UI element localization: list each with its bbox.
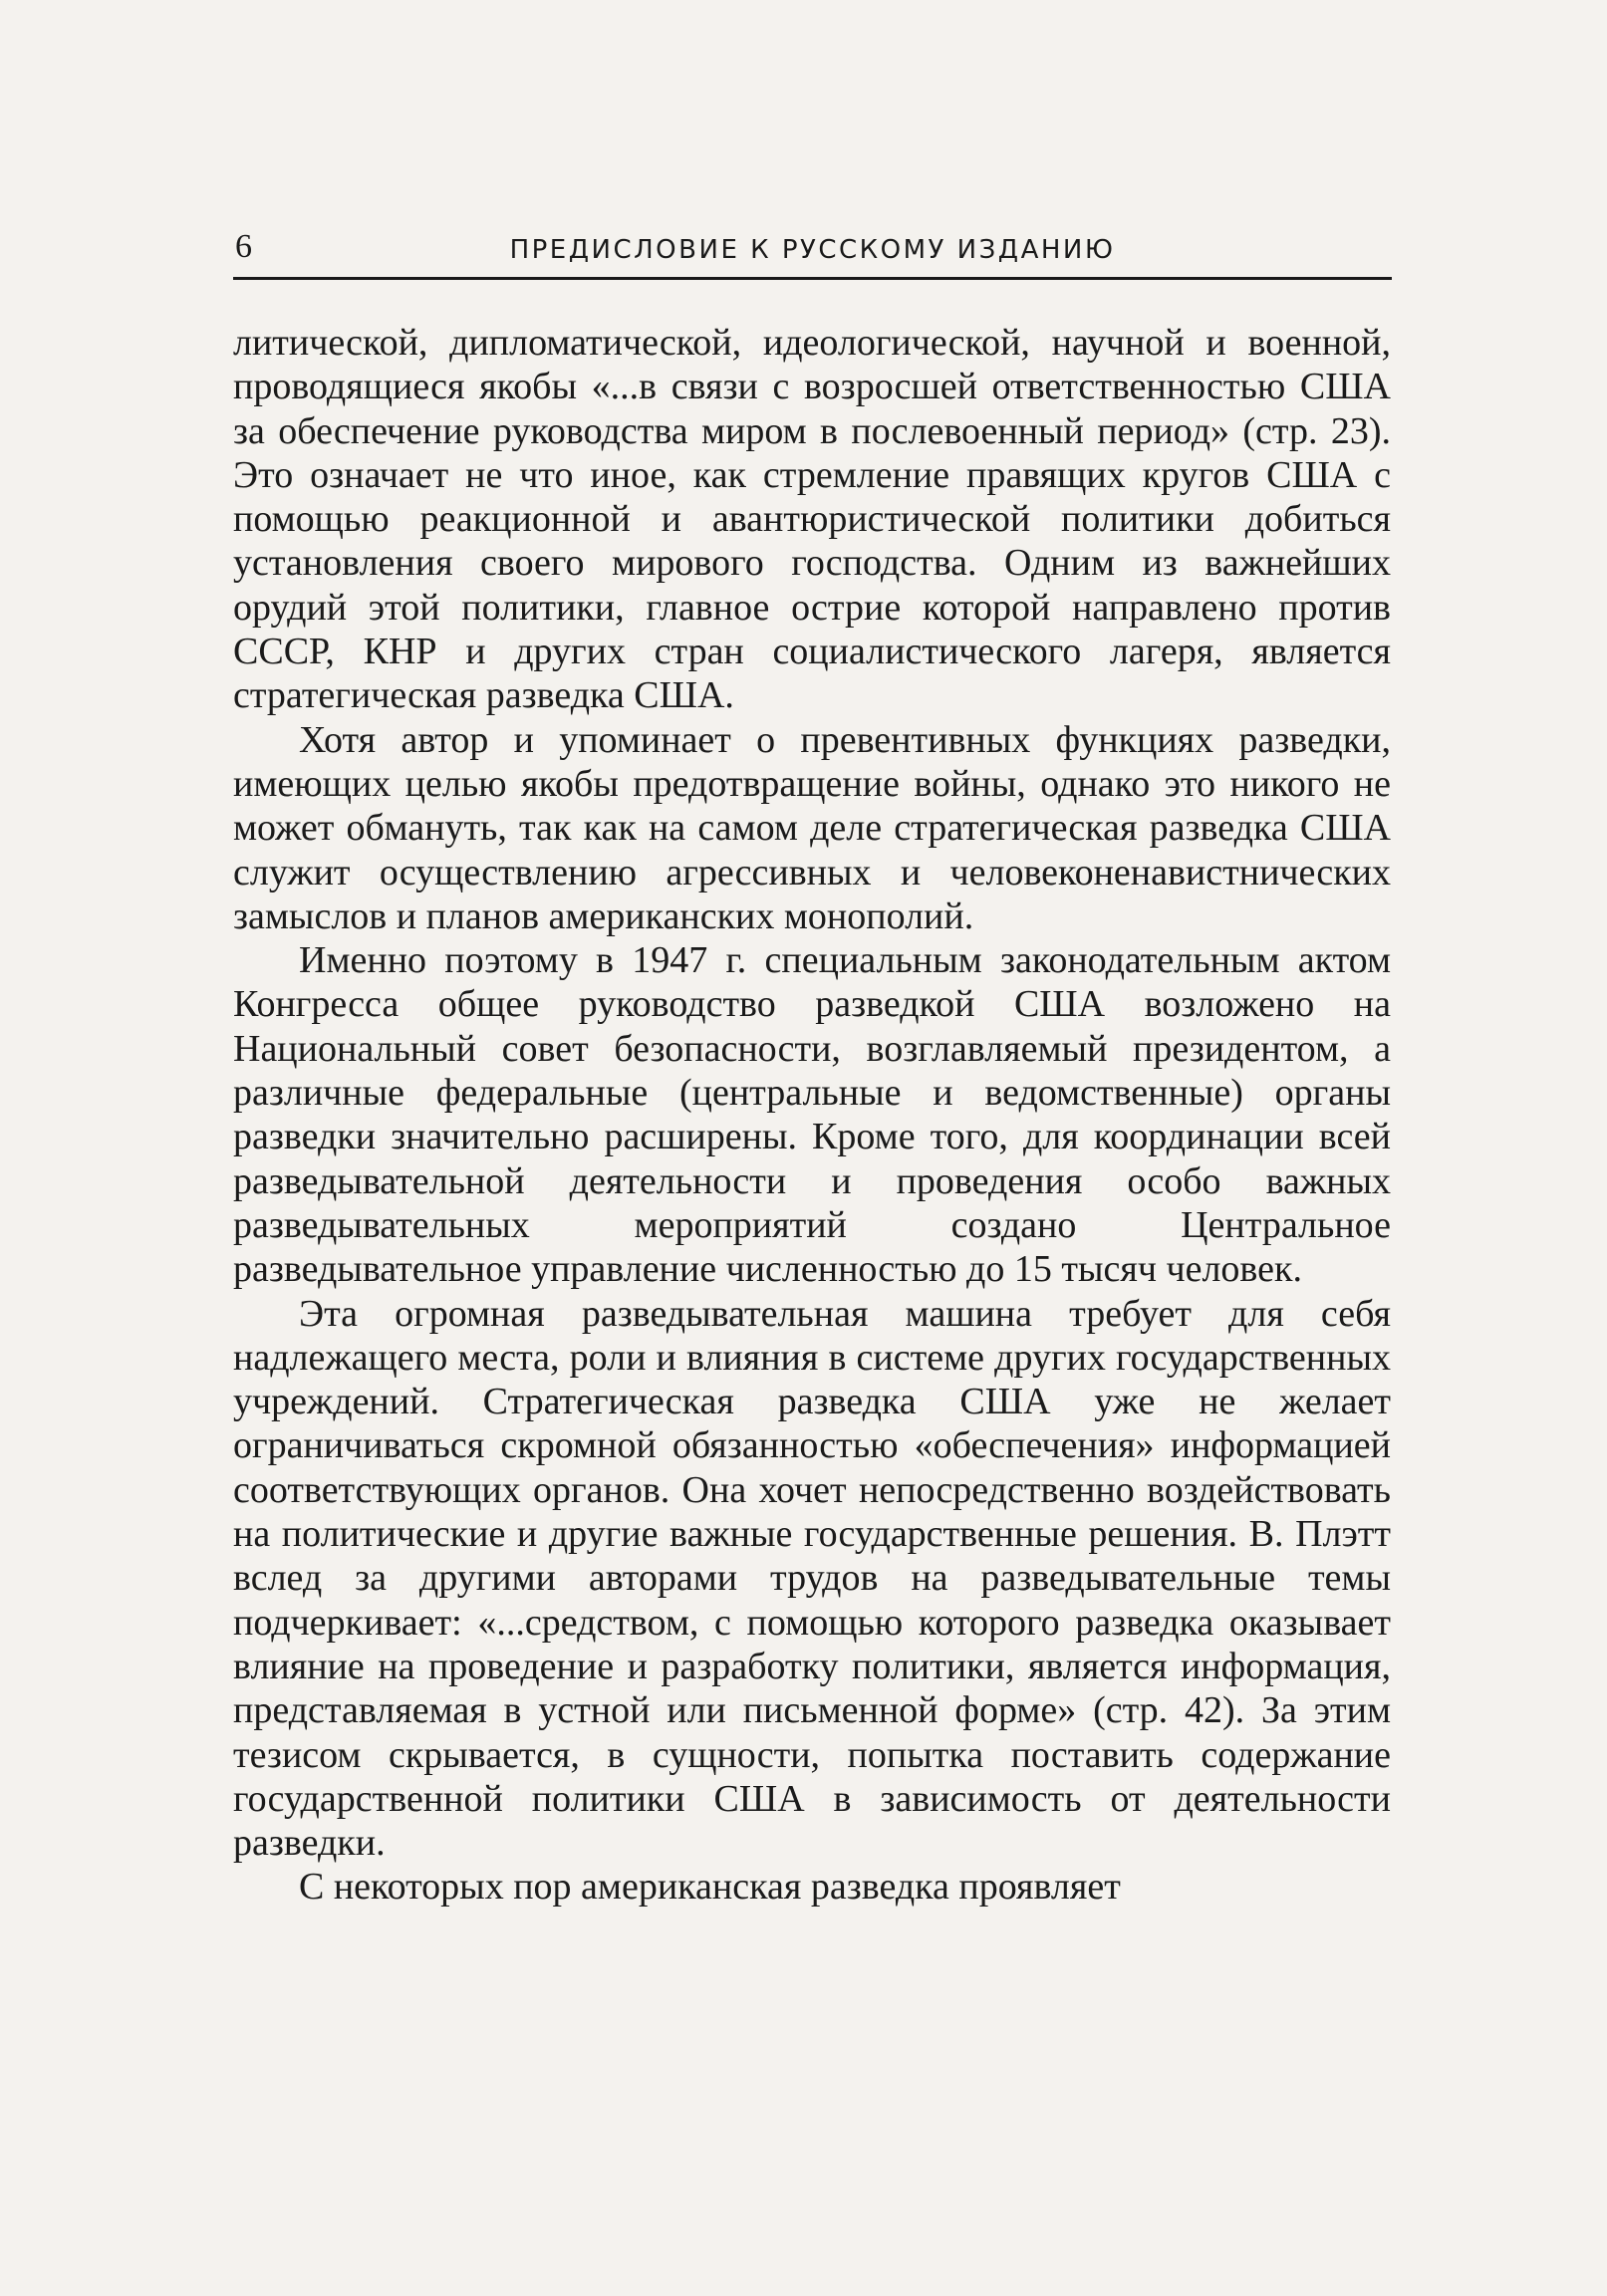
page-number: 6	[235, 228, 252, 265]
paragraph: С некоторых пор американская разведка проявляет	[299, 1866, 1121, 1909]
running-title: ПРЕДИСЛОВИЕ К РУССКОМУ ИЗДАНИЮ	[509, 235, 1116, 265]
body-text	[233, 321, 1391, 1910]
paragraph: Эта огромная разведывательная машина требует для себя надлежащего места, роли и влияния в системе других государственных учреждений. Стратегическая разведка США уже не желает ограничиваться скромной обязанностью «обеспечения» информацией соответствующих органов. Она хочет непосредственно воздействовать на политические и другие важные государственные решения. В. Плэтт вслед за другими авторами трудов на разведывательные темы подчеркивает: «...средством, с помощью которого разведка оказывает влияние на проведение и разработку политики, является информация, представляемая в устной или письменной форме» (стр. 42). За этим тезисом скрывается, в сущности, попытка поставить содержание государственной политики США в зависимость от деятельности разведки.	[233, 1292, 1391, 1865]
header-rule	[233, 277, 1392, 280]
paragraph-continued: литической, дипломатической, идеологической, научной и военной, проводящиеся якобы «...в связи с возросшей ответственностью США за обеспечение руководства миром в послевоенный период» (стр. 23). Это означает не что иное, как стремление правящих кругов США с помощью реакционной и авантюристической политики добиться установления своего мирового господства. Одним из важнейших орудий этой политики, главное острие которой направлено против СССР, КНР и других стран социалистического лагеря, является стратегическая разведка США.	[233, 322, 1391, 717]
page-header	[235, 227, 1390, 277]
paragraph: Именно поэтому в 1947 г. специальным законодательным актом Конгресса общее руководство разведкой США возложено на Национальный совет безопасности, возглавляемый президентом, а различные федеральные (центральные и ведомственные) органы разведки значительно расширены. Кроме того, для координации всей разведывательной деятельности и проведения особо важных разведывательных мероприятий создано Центральное разведывательное управление численностью до 15 тысяч человек.	[233, 939, 1391, 1291]
paragraph: Хотя автор и упоминает о превентивных функциях разведки, имеющих целью якобы предотвращение войны, однако это никого не может обмануть, так как на самом деле стратегическая разведка США служит осуществлению агрессивных и человеконенавистнических замыслов и планов американских монополий.	[233, 718, 1391, 937]
